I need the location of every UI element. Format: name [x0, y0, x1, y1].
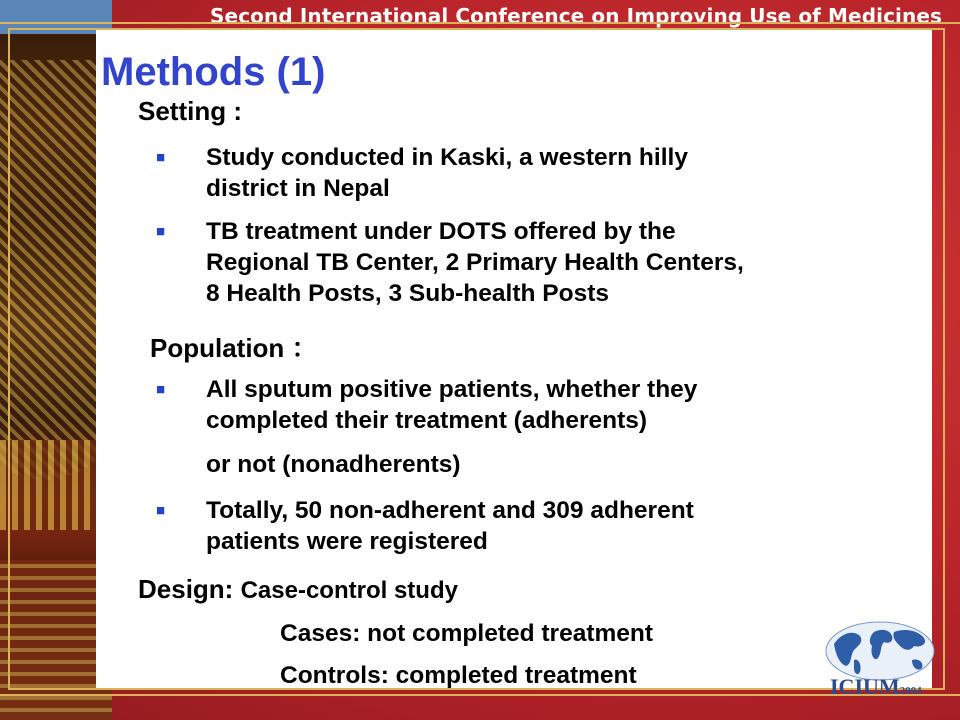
slide-title: Methods (1) [101, 50, 326, 94]
bullet-line: Study conducted in Kaski, a western hilly [206, 144, 688, 171]
design-cases: Cases: not completed treatment [280, 620, 654, 647]
conference-title: Second International Conference on Improving Use of Medicines [210, 4, 942, 28]
design-label: Design: [138, 574, 234, 604]
bullet-line: 8 Health Posts, 3 Sub-health Posts [206, 280, 609, 307]
logo-wordmark [830, 674, 922, 700]
header-band [210, 0, 960, 32]
list-item [150, 142, 688, 204]
blue-square-bullet-icon: ■ [156, 381, 166, 398]
list-item [150, 495, 694, 557]
bullet-line: TB treatment under DOTS offered by the [206, 218, 676, 245]
logo-text: ICIUM [830, 674, 900, 699]
logo-year: 2004 [899, 685, 922, 697]
design-value: Case-control study [240, 577, 458, 604]
population-continuation: or not (nonadherents) [206, 451, 461, 478]
design-heading [138, 574, 458, 605]
list-item [150, 374, 697, 436]
setting-heading: Setting : [138, 96, 242, 126]
blue-square-bullet-icon: ■ [156, 223, 166, 240]
population-heading: Population ： [150, 333, 318, 363]
blue-square-bullet-icon: ■ [156, 502, 166, 519]
list-item [150, 216, 744, 309]
bullet-line: All sputum positive patients, whether they [206, 376, 698, 403]
icium-logo [820, 618, 938, 700]
blue-square-bullet-icon: ■ [156, 149, 166, 166]
bullet-line: patients were registered [206, 528, 488, 555]
bullet-line: Totally, 50 non-adherent and 309 adherent [206, 497, 694, 524]
design-controls: Controls: completed treatment [280, 662, 637, 689]
world-map-globe-icon [824, 620, 936, 682]
bullet-line: Regional TB Center, 2 Primary Health Centers, [206, 249, 744, 276]
bullet-line: completed their treatment (adherents) [206, 407, 648, 434]
bullet-line: district in Nepal [206, 175, 390, 202]
